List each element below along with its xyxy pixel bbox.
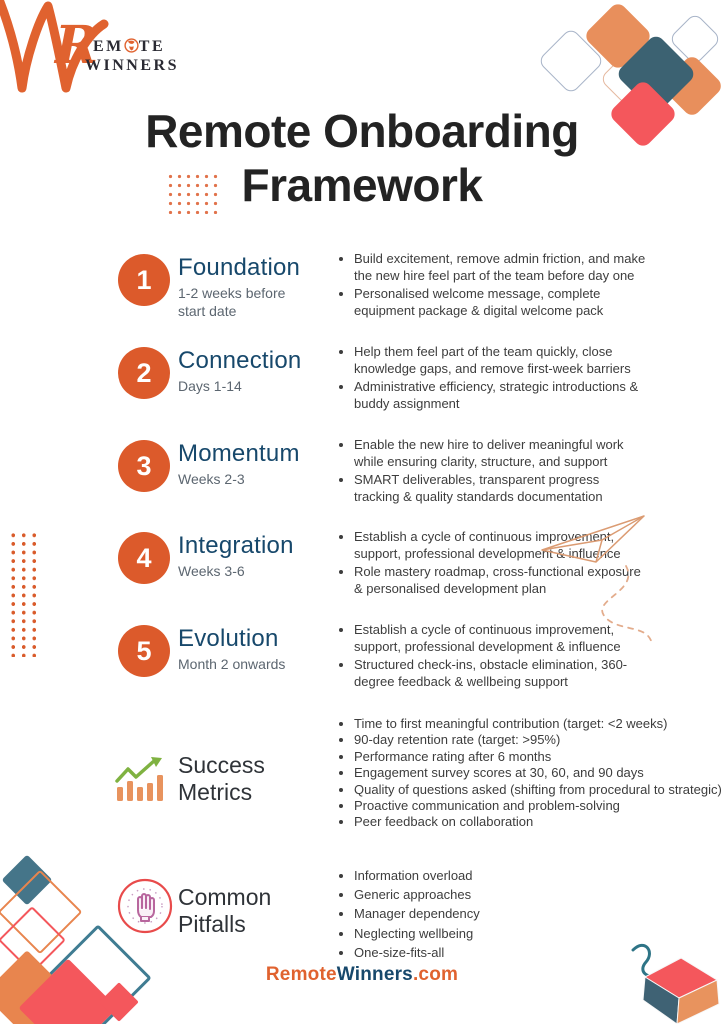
bullet-item: • Personalised welcome message, complete equipment package & digital welcome pack bbox=[354, 285, 646, 320]
bullet-item: • Quality of questions asked (shifting from procedural to strategic) bbox=[354, 782, 724, 798]
footer-link[interactable] bbox=[266, 964, 458, 985]
bullet-item: • Generic approaches bbox=[354, 885, 724, 904]
bullet-item: • Information overload bbox=[354, 866, 724, 885]
phase-number-badge: 2 bbox=[118, 347, 170, 399]
dot-grid-decoration bbox=[166, 172, 218, 214]
bullet-item: • Establish a cycle of continuous improvement, support, professional development & influence bbox=[354, 621, 646, 656]
bullet-item: • Performance rating after 6 months bbox=[354, 749, 724, 765]
bullet-item: • Peer feedback on collaboration bbox=[354, 814, 724, 830]
footer-url-part3: .com bbox=[412, 964, 459, 985]
bullet-item: • 90-day retention rate (target: >95%) bbox=[354, 732, 724, 748]
bullet-item: • Engagement survey scores at 30, 60, and 90 days bbox=[354, 765, 724, 781]
logo-word1-post: TE bbox=[138, 38, 166, 55]
phase-bullet-list bbox=[338, 436, 646, 506]
page-title bbox=[60, 104, 664, 213]
phase-bullet-list bbox=[338, 343, 646, 413]
phase-number-badge: 3 bbox=[118, 440, 170, 492]
phase-timeframe: Weeks 3-6 bbox=[178, 563, 245, 579]
bullet-item: • Structured check-ins, obstacle elimination, 360-degree feedback & wellbeing support bbox=[354, 656, 646, 691]
phase-number-badge: 1 bbox=[118, 254, 170, 306]
stop-hand-icon bbox=[115, 876, 175, 936]
section-title: Success Metrics bbox=[178, 752, 265, 806]
phase-timeframe: Weeks 2-3 bbox=[178, 471, 245, 487]
bullet-item: • Enable the new hire to deliver meaningful work while ensuring clarity, structure, and support bbox=[354, 436, 646, 471]
remote-winners-logo bbox=[55, 15, 225, 88]
phase-bullet-list bbox=[338, 250, 646, 320]
phase-title: Foundation bbox=[178, 254, 301, 281]
phase-title: Integration bbox=[178, 532, 294, 559]
paper-plane-doodle bbox=[538, 508, 678, 653]
bullet-item: • Establish a cycle of continuous improvement, support, professional development & influence bbox=[354, 528, 646, 563]
phase-number-badge: 4 bbox=[118, 532, 170, 584]
bullet-item: • Build excitement, remove admin friction, and make the new hire feel part of the team before day one bbox=[354, 250, 646, 285]
metrics-bullet-list bbox=[338, 716, 724, 831]
bullet-item: • Manager dependency bbox=[354, 904, 724, 923]
phase-timeframe: Month 2 onwards bbox=[178, 656, 286, 672]
footer-url-part2: Winners bbox=[336, 964, 413, 985]
phase-timeframe: 1-2 weeks before start date bbox=[178, 285, 286, 320]
bullet-item: • SMART deliverables, transparent progress tracking & quality standards documentation bbox=[354, 471, 646, 506]
title-line1: Remote Onboarding bbox=[145, 105, 579, 157]
bullet-item: • Neglecting wellbeing bbox=[354, 924, 724, 943]
phase-title: Evolution bbox=[178, 625, 279, 652]
section-title: Common Pitfalls bbox=[178, 884, 272, 938]
logo-r-letter: R bbox=[55, 15, 99, 76]
footer-url-part1: Remote bbox=[265, 964, 337, 985]
gift-box-doodle bbox=[615, 930, 724, 1024]
bullet-item: • Time to first meaningful contribution (target: <2 weeks) bbox=[354, 716, 724, 732]
growth-chart-icon bbox=[114, 756, 168, 804]
bullet-item: • Role mastery roadmap, cross-functional exposure & personalised development plan bbox=[354, 563, 646, 598]
dot-grid-decoration bbox=[8, 531, 39, 657]
bullet-item: • Help them feel part of the team quickly, close knowledge gaps, and remove first-week barriers bbox=[354, 343, 646, 378]
phase-title: Momentum bbox=[178, 440, 300, 467]
bullet-item: • Administrative efficiency, strategic introductions & buddy assignment bbox=[354, 378, 646, 413]
bullet-item: • One-size-fits-all bbox=[354, 943, 724, 962]
phase-timeframe: Days 1-14 bbox=[178, 378, 242, 394]
phase-title: Connection bbox=[178, 347, 302, 374]
logo-word1-pre: EM bbox=[93, 38, 124, 55]
logo-word-winners: WINNERS bbox=[85, 57, 179, 74]
title-line2: Framework bbox=[241, 159, 483, 212]
bullet-item: • Proactive communication and problem-solving bbox=[354, 798, 724, 814]
globe-icon bbox=[124, 38, 139, 53]
phase-number-badge: 5 bbox=[118, 625, 170, 677]
logo-word-remote bbox=[93, 38, 165, 56]
